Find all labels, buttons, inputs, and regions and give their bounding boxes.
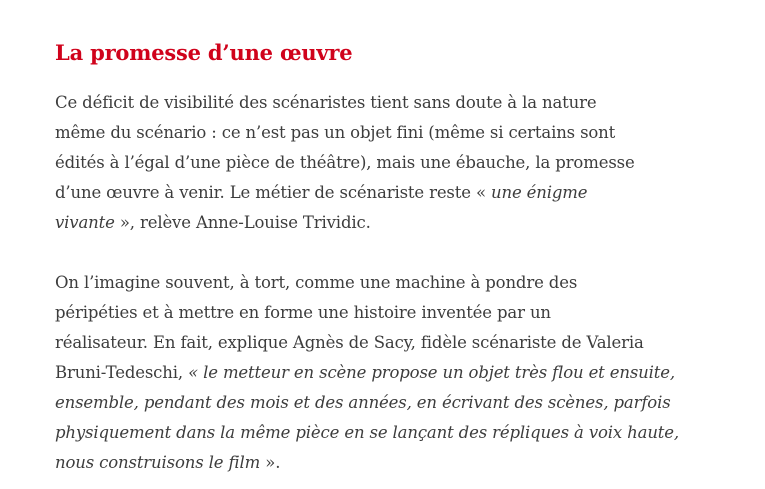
paragraph-1-line (55, 208, 745, 238)
paragraph-2-line: péripéties et à mettre en forme une histoire inventée par un (55, 303, 551, 322)
quote-text: vivante (55, 213, 115, 232)
paragraph-1 (55, 88, 745, 238)
paragraph-2-text: ». (260, 453, 281, 472)
paragraph-2-line (55, 358, 745, 388)
paragraph-1-text: d’une œuvre à venir. Le métier de scénariste reste « (55, 183, 491, 202)
paragraph-1-line (55, 178, 745, 208)
quote-text: ensemble, pendant des mois et des années, en écrivant des scènes, parfois (55, 393, 671, 412)
paragraph-1-text: », relève Anne-Louise Trividic. (114, 213, 371, 232)
paragraph-1-line: même du scénario : ce n’est pas un objet fini (même si certains sont (55, 123, 616, 142)
paragraph-1-line: Ce déficit de visibilité des scénaristes tient sans doute à la nature (55, 93, 597, 112)
paragraph-2-line: réalisateur. En fait, explique Agnès de Sacy, fidèle scénariste de Valeria (55, 333, 644, 352)
paragraph-2 (55, 268, 745, 478)
quote-text: « le metteur en scène propose un objet très flou et ensuite, (188, 363, 675, 382)
paragraph-2-line (55, 418, 745, 448)
quote-text: une énigme (490, 183, 588, 202)
section-heading: La promesse d’une œuvre (55, 40, 353, 65)
quote-text: nous construisons le film (55, 453, 261, 472)
quote-text: physiquement dans la même pièce en se lançant des répliques à voix haute, (55, 423, 679, 442)
paragraph-2-line (55, 388, 745, 418)
paragraph-2-text: Bruni-Tedeschi, (55, 363, 189, 382)
paragraph-1-line: édités à l’égal d’une pièce de théâtre), mais une ébauche, la promesse (55, 153, 635, 172)
paragraph-2-line: On l’imagine souvent, à tort, comme une machine à pondre des (55, 273, 578, 292)
article-body (55, 38, 745, 478)
paragraph-2-line (55, 448, 745, 478)
